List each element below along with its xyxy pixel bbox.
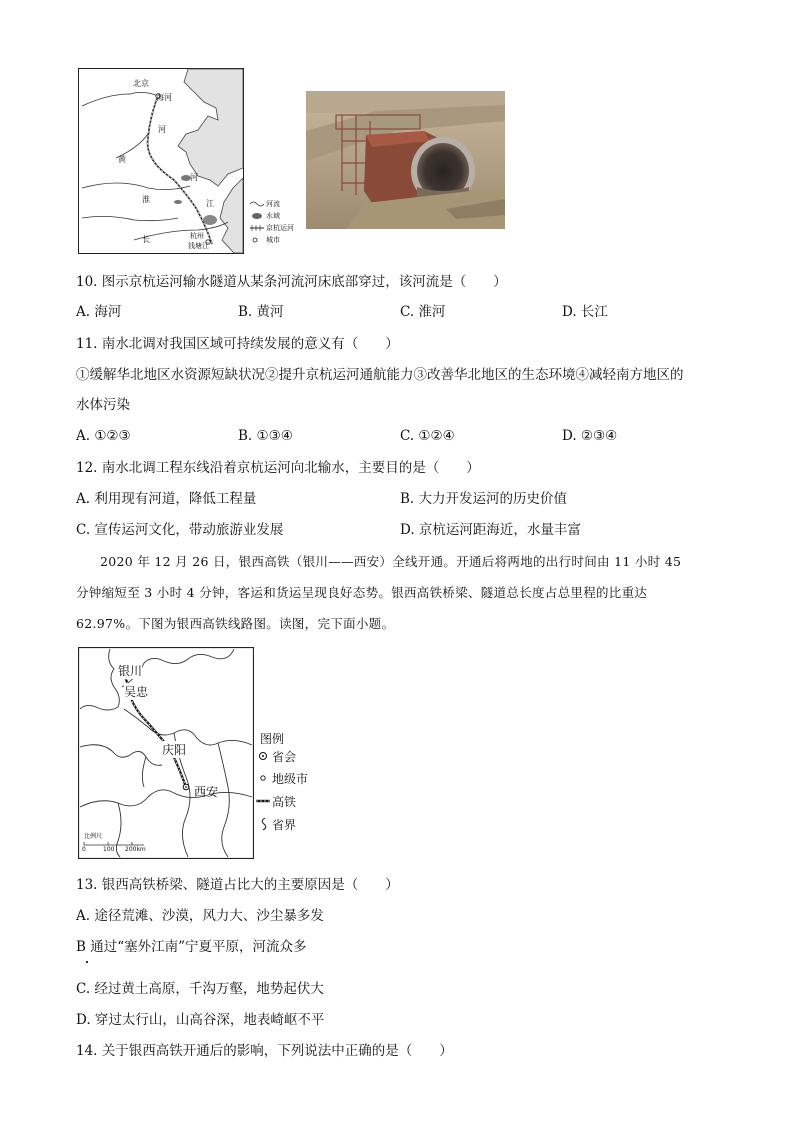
q11-option-d[interactable]: D. ②③④ [562, 428, 618, 444]
map1-label-chang: 长 [142, 235, 150, 244]
legend-river: 河流 [250, 198, 306, 210]
map2-city-xian: 西安 [194, 785, 219, 799]
tunnel-photo-svg [306, 91, 505, 229]
map2-legend-title: 图例 [260, 732, 285, 746]
passage-line2: 分钟缩短至 3 小时 4 分钟，客运和货运呈现良好态势。银西高铁桥梁、隧道总长度占总里程的比重达 [76, 585, 648, 600]
boundary-icon [258, 817, 270, 831]
grand-canal-map [78, 68, 244, 254]
q11-option-c[interactable]: C. ①②④ [400, 428, 455, 444]
map2-city-wuzhong: 吴忠 [124, 685, 149, 699]
legend-prefecture-city: 地级市 [258, 770, 328, 786]
city-icon [250, 236, 264, 244]
q11-statement-line1: ①缓解华北地区水资源短缺状况②提升京杭运河通航能力③改善华北地区的生态环境④减轻南方地区的 [76, 367, 684, 383]
legend-provincial-boundary: 省界 [258, 816, 328, 832]
legend-canal: 京杭运河 [250, 222, 306, 234]
q13-option-c[interactable]: C. 经过黄土高原，千沟万壑，地势起伏大 [76, 981, 324, 997]
q10-option-d[interactable]: D. 长江 [562, 304, 608, 320]
q14-stem: 14. 关于银西高铁开通后的影响，下列说法中正确的是（ ） [76, 1043, 453, 1059]
map1-label-qiantangjiang: 钱塘江 [188, 242, 209, 250]
legend-capital: 省会 [258, 748, 328, 764]
map2-scale-tick-0: 0 [82, 846, 86, 853]
q13-option-b[interactable]: B 通过“塞外江南”宁夏平原，河流众多 [76, 939, 307, 955]
q11-option-b[interactable]: B. ①③④ [238, 428, 293, 444]
q12-option-b[interactable]: B. 大力开发运河的历史价值 [400, 491, 568, 507]
q12-option-d[interactable]: D. 京杭运河距海近，水量丰富 [400, 522, 581, 538]
rail-icon [256, 795, 270, 807]
tunnel-photo [306, 91, 505, 229]
q12-option-a[interactable]: A. 利用现有河道，降低工程量 [76, 491, 257, 507]
passage-line3: 62.97%。下图为银西高铁线路图。读图，完下面小题。 [76, 616, 395, 631]
q13-option-d[interactable]: D. 穿过太行山，山高谷深，地表崎岖不平 [76, 1012, 325, 1028]
legend-water: 水域 [250, 210, 306, 222]
map2-scale-tick-100: 100 [103, 846, 115, 853]
yinxi-railway-map [78, 647, 254, 859]
prefecture-city-icon [258, 772, 270, 784]
map1-label-hangzhou: 杭州 [190, 232, 204, 240]
river-icon [250, 200, 264, 208]
q12-option-c[interactable]: C. 宣传运河文化，带动旅游业发展 [76, 522, 284, 538]
q11-statement-line2: 水体污染 [76, 397, 130, 413]
legend-city: 城市 [250, 234, 306, 246]
passage-line1: 2020 年 12 月 26 日，银西高铁（银川——西安）全线开通。开通后将两地的出行时间由 11 小时 45 [100, 554, 682, 569]
q11-option-a[interactable]: A. ①②③ [76, 428, 131, 444]
map1-label-huai: 淮 [142, 195, 150, 204]
q10-option-c[interactable]: C. 淮河 [400, 304, 446, 320]
map1-legend [250, 198, 306, 252]
q10-option-a[interactable]: A. 海河 [76, 304, 122, 320]
water-icon [250, 212, 264, 220]
canal-icon [250, 224, 264, 232]
q10-option-b[interactable]: B. 黄河 [238, 304, 284, 320]
map2-city-qingyang: 庆阳 [162, 743, 187, 757]
q11-stem: 11. 南水北调对我国区域可持续发展的意义有（ ） [76, 336, 399, 352]
map1-label-he1: 河 [158, 125, 166, 134]
map2-city-yinchuan: 银川 [118, 664, 143, 678]
q13-stem: 13. 银西高铁桥梁、隧道占比大的主要原因是（ ） [76, 877, 399, 893]
map1-label-jiang: 江 [206, 199, 214, 208]
map1-label-beijing: 北京 [133, 79, 149, 88]
stray-dot [86, 961, 88, 963]
legend-high-speed-rail: 高铁 [258, 793, 328, 809]
q12-stem: 12. 南水北调工程东线沿着京杭运河向北输水，主要目的是（ ） [76, 460, 480, 476]
map2-scale-tick-200: 200km [125, 846, 146, 853]
q13-option-a[interactable]: A. 途径荒滩、沙漠，风力大、沙尘暴多发 [76, 908, 324, 924]
capital-icon [258, 750, 270, 762]
map1-label-haihe: 海河 [156, 93, 172, 102]
map1-label-huang: 黄 [118, 155, 126, 164]
map2-scale-label: 比例尺 [84, 833, 103, 840]
map2-legend [258, 730, 328, 840]
map1-label-he2: 河 [190, 173, 198, 182]
q10-stem: 10. 图示京杭运河输水隧道从某条河流河床底部穿过，该河流是（ ） [76, 274, 507, 290]
